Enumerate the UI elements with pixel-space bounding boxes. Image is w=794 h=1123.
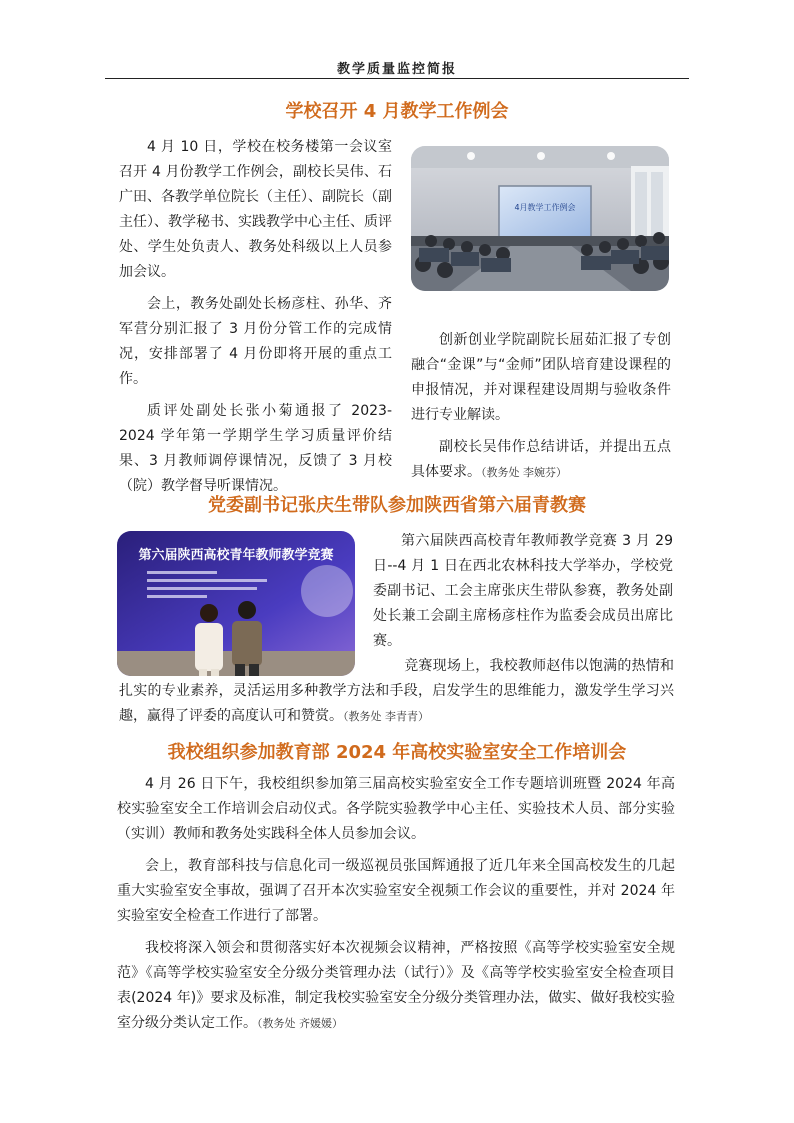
screen-text: 4月教学工作例会 <box>514 203 576 212</box>
meeting-photo-image <box>411 146 669 291</box>
article2-paragraph: 第六届陕西高校青年教师教学竞赛 3 月 29 日--4 月 1 日在西北农林科技大学举办，学校党委副书记、工会主席张庆生带队参赛，教务处副处长兼工会副主席杨彦柱作为监委会成员出席比赛。 <box>373 533 673 649</box>
article1-right-column <box>411 328 671 485</box>
article1-paragraph <box>411 435 671 485</box>
article2-continuation <box>119 654 674 729</box>
article3-paragraph: 4 月 26 日下午，我校组织参加第三届高校实验室安全工作专题培训班暨 2024 年高校实验室安全工作培训会启动仪式。各学院实验教学中心主任、实验技术人员、部分实验（实训）教师和教务处实践科全体人员参加会议。 <box>117 776 675 842</box>
article3-body <box>117 772 675 1043</box>
article2-paragraph-text: 竞赛现场上，我校教师赵伟以饱满的热情和扎实的专业素养，灵活运用多种教学方法和手段，启发学生的思维能力，激发学生学习兴趣，赢得了评委的高度认可和赞赏。 <box>119 658 674 724</box>
newsletter-header-title: 教学质量监控简报 <box>336 62 457 77</box>
meeting-photo <box>411 146 669 291</box>
article1-paragraph: 4 月 10 日，学校在校务楼第一会议室召开 4 月份教学工作例会，副校长吴伟、石广田、各教学单位院长（主任）、副院长（副主任）、教学秘书、实践教学中心主任、质评处、学生处负责人、教务处科级以上人员参加会议。 <box>119 139 392 280</box>
header-divider <box>105 78 689 79</box>
article2-title: 党委副书记张庆生带队参加陕西省第六届青教赛 <box>208 495 586 516</box>
article1-left-column <box>119 135 392 506</box>
article1-paragraph: 创新创业学院副院长屈茹汇报了专创融合“金课”与“金师”团队培育建设课程的申报情况，并对课程建设周期与验收条件进行专业解读。 <box>411 332 671 423</box>
article1-signature: （教务处 李婉芬） <box>481 466 567 479</box>
article3-paragraph: 会上，教育部科技与信息化司一级巡视员张国辉通报了近几年来全国高校发生的几起重大实验室安全事故，强调了召开本次实验室安全视频工作会议的重要性，并对 2024 年实验室安全检查工作进行了部署。 <box>117 858 675 924</box>
article3-paragraph-text: 我校将深入领会和贯彻落实好本次视频会议精神，严格按照《高等学校实验室安全规范》《高等学校实验室安全分级分类管理办法（试行）》及《高等学校实验室安全检查项目表(2024 年)》要求及标准，制定我校实验室安全分级分类管理办法，做实、做好我校实验室分级分类认定工作。 <box>117 940 675 1031</box>
article3-signature: （教务处 齐媛媛） <box>257 1017 343 1030</box>
article3-title: 我校组织参加教育部 2024 年高校实验室安全工作培训会 <box>167 742 627 763</box>
banner-text: 第六届陕西高校青年教师教学竞赛 <box>138 548 334 563</box>
article2-right-column <box>373 529 673 654</box>
article2-paragraph <box>119 654 674 729</box>
article1-paragraph-text: 副校长吴伟作总结讲话，并提出五点具体要求。 <box>411 439 671 480</box>
article3-paragraph <box>117 936 675 1036</box>
article1-paragraph: 会上，教务处副处长杨彦柱、孙华、齐军营分别汇报了 3 月份分管工作的完成情况，安排部署了 4 月份即将开展的重点工作。 <box>119 296 392 387</box>
article1-paragraph: 质评处副处长张小菊通报了 2023-2024 学年第一学期学生学习质量评价结果、3 月教师调停课情况，反馈了 3 月校（院）教学督导听课情况。 <box>119 403 392 494</box>
article1-title: 学校召开 4 月教学工作例会 <box>285 101 509 122</box>
article2-signature: （教务处 李青青） <box>343 710 429 723</box>
